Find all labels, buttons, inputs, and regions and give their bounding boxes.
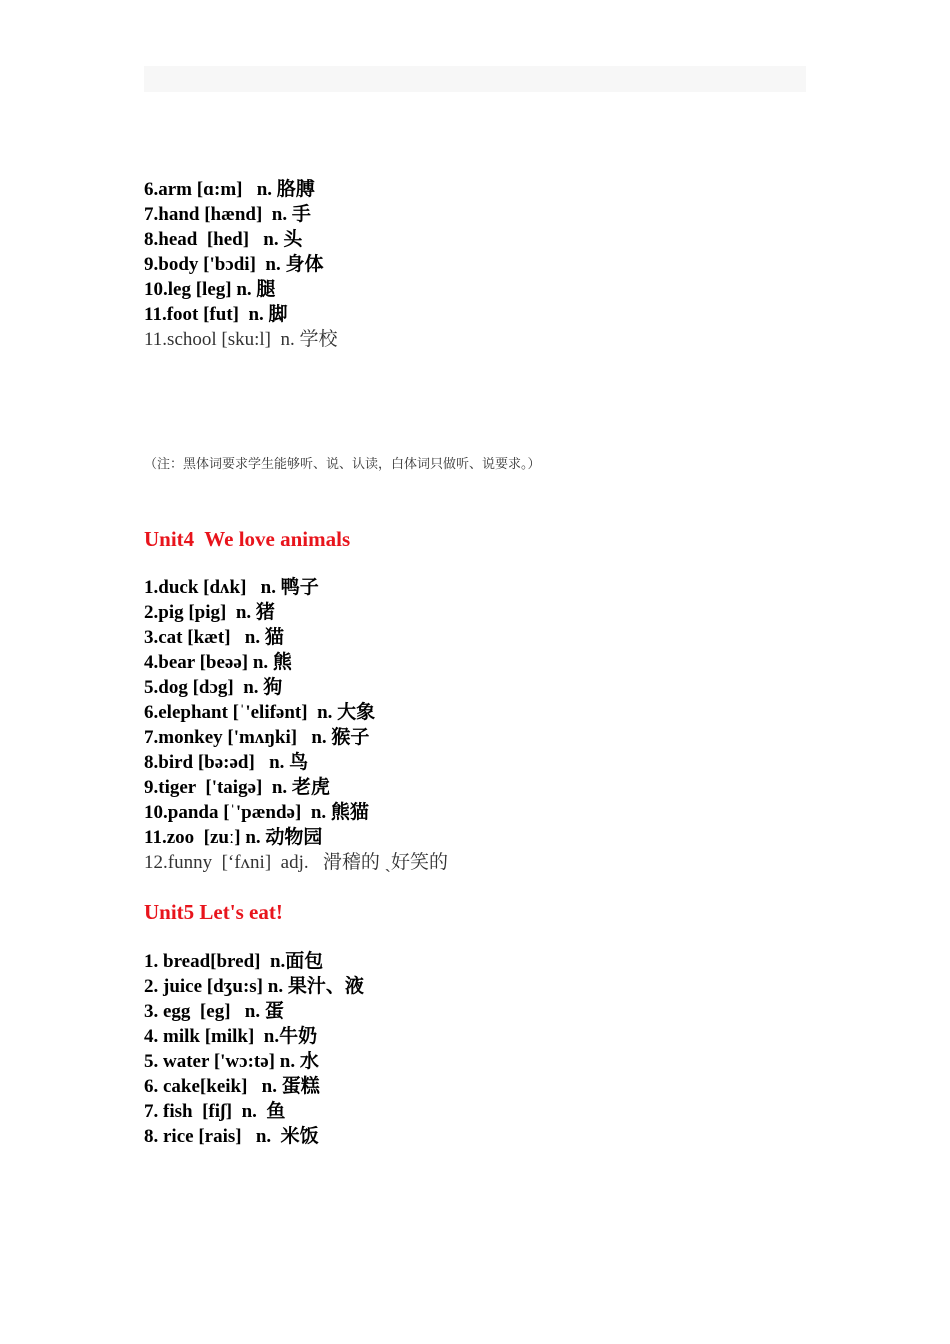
vocab-item: 1. bread[bred] n.面包 xyxy=(144,951,324,972)
vocab-item: 9.tiger ['taigə] n. 老虎 xyxy=(144,777,330,798)
vocab-item: 8.bird [bə:əd] n. 鸟 xyxy=(144,752,309,773)
vocab-item: 12.funny [‘fʌni] adj. 滑稽的 ˎ好笑的 xyxy=(144,852,448,873)
vocab-item: 6. cake[keik] n. 蛋糕 xyxy=(144,1076,320,1097)
vocab-item: 11.school [sku:l] n. 学校 xyxy=(144,329,338,350)
vocab-item: 2.pig [pig] n. 猪 xyxy=(144,602,275,623)
vocab-list-unit5 xyxy=(144,949,364,1149)
unit5-title: Unit5 Let's eat! xyxy=(144,900,283,924)
header-band xyxy=(144,66,806,92)
vocab-item: 4.bear [beəə] n. 熊 xyxy=(144,652,292,673)
vocab-item: 10.panda [ˈ'pændə] n. 熊猫 xyxy=(144,802,369,823)
vocab-item: 4. milk [milk] n.牛奶 xyxy=(144,1026,318,1047)
vocab-item: 9.body ['bɔdi] n. 身体 xyxy=(144,254,324,275)
vocab-item: 7.monkey ['mʌŋki] n. 猴子 xyxy=(144,727,370,748)
vocab-item: 3.cat [kæt] n. 猫 xyxy=(144,627,284,648)
vocab-item: 5. water ['wɔ:tə] n. 水 xyxy=(144,1051,319,1072)
vocab-item: 5.dog [dɔg] n. 狗 xyxy=(144,677,283,698)
vocab-item: 2. juice [dʒu:s] n. 果汁、液 xyxy=(144,976,364,997)
vocab-item: 8.head [hed] n. 头 xyxy=(144,229,303,250)
vocab-item: 7. fish [fiʃ] n. 鱼 xyxy=(144,1101,286,1122)
vocab-item: 10.leg [leg] n. 腿 xyxy=(144,279,276,300)
vocab-item: 7.hand [hænd] n. 手 xyxy=(144,204,311,225)
vocab-item: 8. rice [rais] n. 米饭 xyxy=(144,1126,319,1147)
note-text: （注：黑体词要求学生能够听、说、认读，白体词只做听、说要求。） xyxy=(144,456,541,471)
vocab-item: 1.duck [dʌk] n. 鸭子 xyxy=(144,577,319,598)
vocab-item: 3. egg [eg] n. 蛋 xyxy=(144,1001,284,1022)
unit4-title: Unit4 We love animals xyxy=(144,527,351,551)
vocab-item: 6.elephant [ˈ'elifənt] n. 大象 xyxy=(144,702,376,723)
vocab-item: 11.zoo [zuː] n. 动物园 xyxy=(144,827,323,848)
vocab-list-body-parts xyxy=(144,177,338,352)
vocab-list-unit4 xyxy=(144,575,448,875)
vocab-item: 6.arm [ɑ:m] n. 胳膊 xyxy=(144,179,315,200)
vocab-item: 11.foot [fut] n. 脚 xyxy=(144,304,288,325)
